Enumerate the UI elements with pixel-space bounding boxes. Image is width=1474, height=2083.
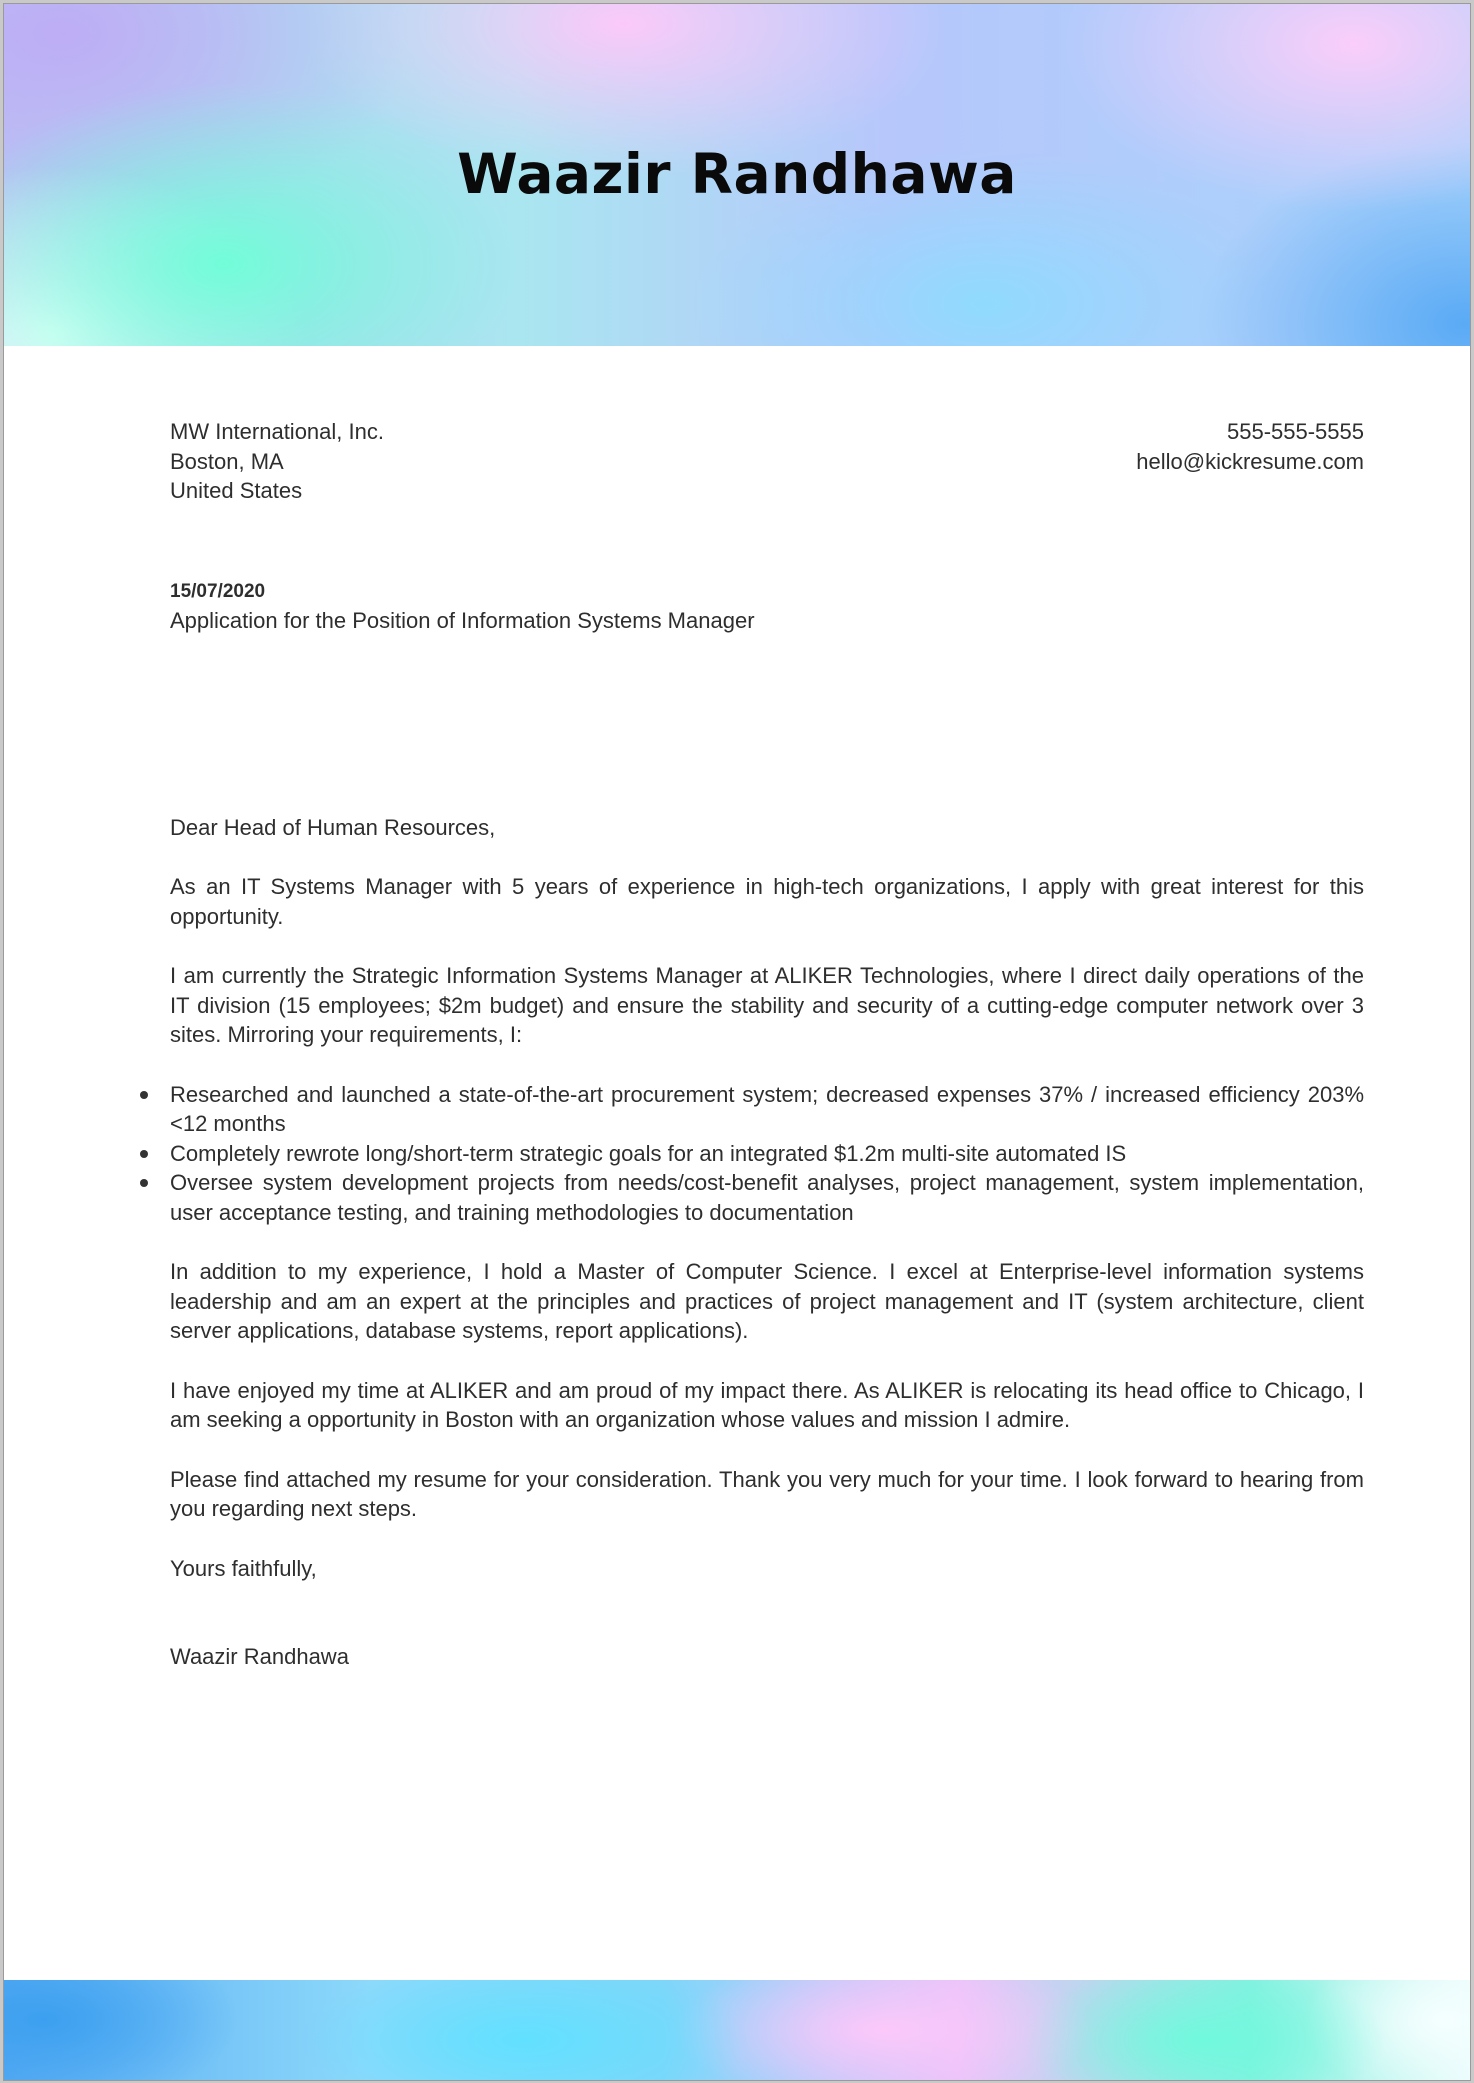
letter-subject: Application for the Position of Information Systems Manager [170, 608, 755, 633]
list-item [170, 1139, 1364, 1169]
education-paragraph: In addition to my experience, I hold a Master of Computer Science. I excel at Enterprise-level information systems leadership and am an expert at the principles and practices of project management and IT (system architecture, client server applications, database systems, report applications). [170, 1259, 1364, 1343]
recipient-country: United States [170, 478, 303, 503]
list-item-text: Oversee system development projects from needs/cost-benefit analyses, project management, system implementation, user acceptance testing, and training methodologies to documentation [170, 1170, 1364, 1225]
achievements-list [170, 1080, 1364, 1228]
salutation: Dear Head of Human Resources, [170, 814, 496, 840]
bullet-icon [140, 1179, 148, 1187]
recipient-city: Boston, MA [170, 448, 284, 474]
valediction: Yours faithfully, [170, 1555, 317, 1581]
closing-paragraph: Please find attached my resume for your consideration. Thank you very much for your time. I look forward to hearing from you regarding next steps. [170, 1466, 1364, 1521]
intro-paragraph: As an IT Systems Manager with 5 years of experience in high-tech organizations, I apply with great interest for this opportunity. [170, 874, 1364, 929]
current-role-paragraph: I am currently the Strategic Information Systems Manager at ALIKER Technologies, where I direct daily operations of the IT division (15 employees; $2m budget) and ensure the stability and security of a cutting-edge computer network over 3 sites. Mirroring your requirements, I: [170, 963, 1364, 1047]
footer-gradient-banner [4, 1980, 1470, 2080]
letter-date: 15/07/2020 [170, 580, 266, 602]
letter-body [170, 417, 1364, 1672]
address-block [170, 417, 1364, 506]
letter-page [3, 3, 1471, 2081]
list-item [170, 1168, 1364, 1227]
relocation-paragraph: I have enjoyed my time at ALIKER and am proud of my impact there. As ALIKER is relocating its head office to Chicago, I am seeking a opportunity in Boston with an organization whose values and mission I admire. [170, 1377, 1364, 1432]
signature-name: Waazir Randhawa [170, 1644, 349, 1669]
sender-contact [1136, 417, 1364, 506]
sender-phone: 555-555-5555 [1226, 419, 1364, 444]
sender-email: hello@kickresume.com [1136, 448, 1364, 474]
list-item-text: Completely rewrote long/short-term strategic goals for an integrated $1.2m multi-site automated IS [170, 1140, 1127, 1166]
header-gradient-banner [4, 4, 1470, 346]
recipient-company: MW International, Inc. [170, 419, 384, 444]
list-item [170, 1080, 1364, 1139]
applicant-name: Waazir Randhawa [457, 142, 1017, 206]
list-item-text: Researched and launched a state-of-the-art procurement system; decreased expenses 37% / increased efficiency 203% <12 months [170, 1081, 1364, 1136]
bullet-icon [140, 1091, 148, 1099]
bullet-icon [140, 1150, 148, 1158]
recipient-address [170, 417, 384, 506]
